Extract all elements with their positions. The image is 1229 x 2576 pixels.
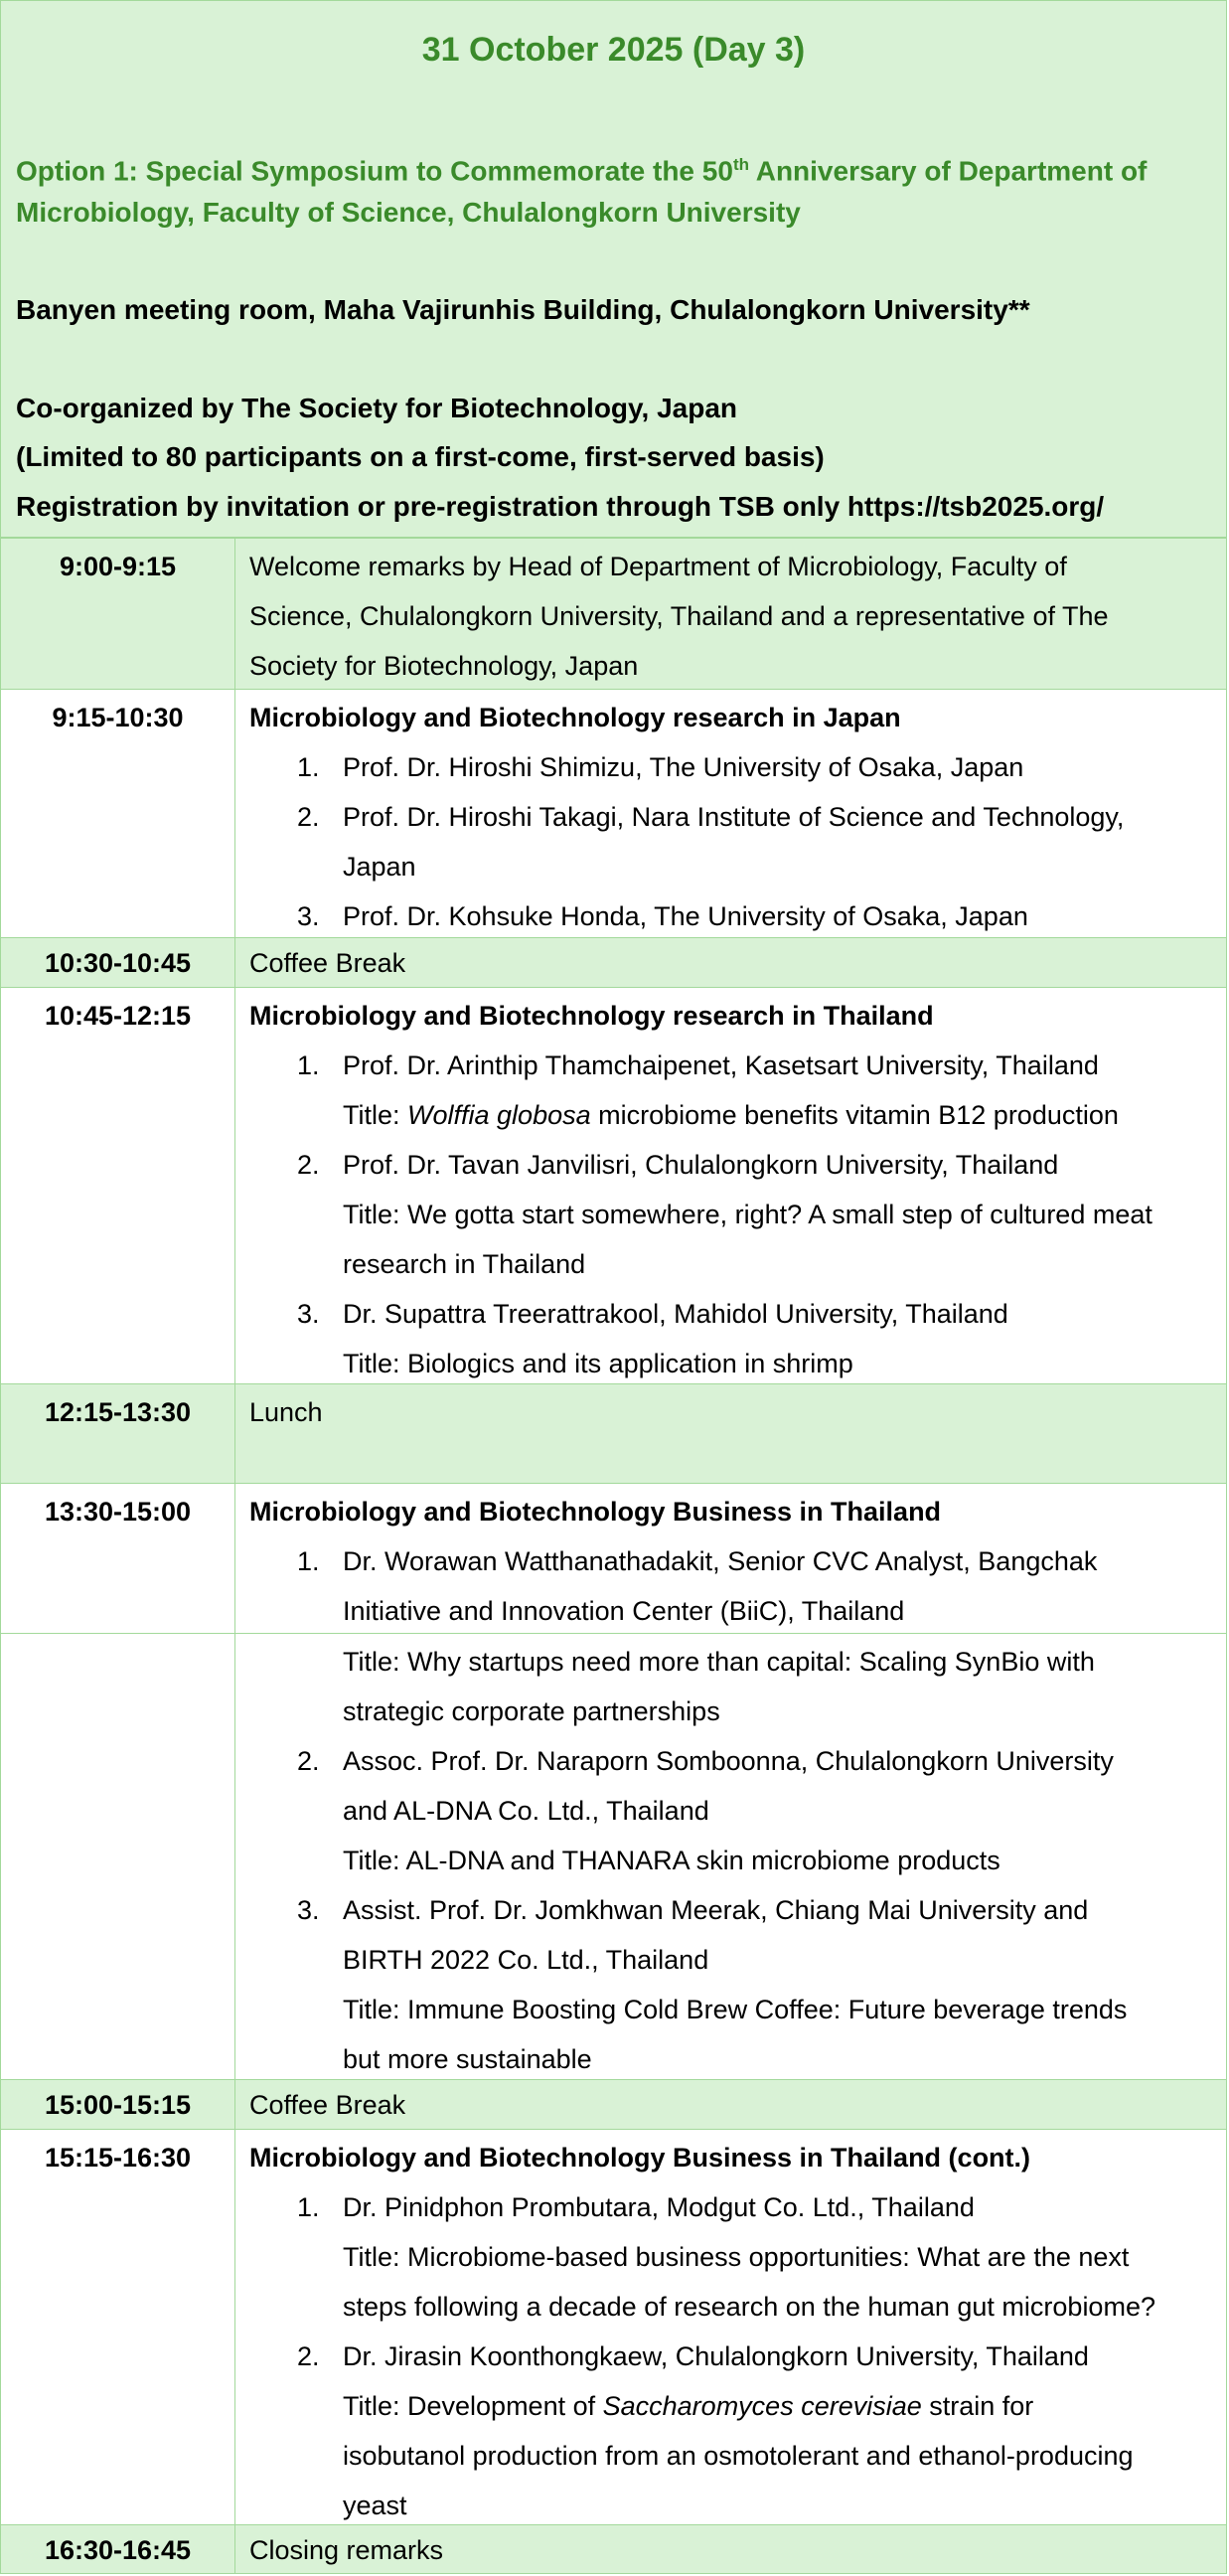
speaker-item: 2. Assoc. Prof. Dr. Naraporn Somboonna, Chulalongkorn University: [297, 1746, 1114, 1776]
session-content: [249, 542, 1218, 691]
talk-title-cont: steps following a decade of research on the human gut microbiome?: [343, 2292, 1155, 2322]
column-divider: [234, 938, 235, 987]
session-time: 15:00-15:15: [44, 2090, 192, 2120]
speaker-item: 2. Prof. Dr. Hiroshi Takagi, Nara Institute of Science and Technology,: [297, 802, 1125, 832]
column-divider: [234, 2080, 235, 2129]
option-title: Option 1: Special Symposium to Commemorate the 50th Anniversary of Department of: [16, 155, 1148, 187]
talk-title: Title: Microbiome-based business opportunities: What are the next: [343, 2242, 1130, 2272]
schedule-row-business: [0, 1483, 1227, 1633]
talk-title: Title: Immune Boosting Cold Brew Coffee: Future beverage trends: [343, 1995, 1128, 2024]
session-time: 10:30-10:45: [44, 948, 192, 978]
session-time: 16:30-16:45: [44, 2535, 192, 2565]
session-time: 9:00-9:15: [59, 552, 177, 581]
talk-title: Title: Biologics and its application in shrimp: [343, 1349, 853, 1378]
speaker-item: 1. Prof. Dr. Hiroshi Shimizu, The University of Osaka, Japan: [297, 752, 1024, 782]
speaker-item: 1. Prof. Dr. Arinthip Thamchaipenet, Kasetsart University, Thailand: [297, 1050, 1099, 1080]
participant-limit: (Limited to 80 participants on a first-come, first-served basis): [16, 441, 825, 472]
registration-note: Registration by invitation or pre-registration through TSB only https://tsb2025.org/: [16, 491, 1105, 522]
session-time: 15:15-16:30: [44, 2143, 192, 2173]
session-content: [249, 2133, 1218, 2530]
talk-title-cont: isobutanol production from an osmotolerant and ethanol-producing: [343, 2441, 1134, 2471]
session-heading: Microbiology and Biotechnology Business in Thailand (cont.): [249, 2143, 1031, 2173]
talk-title-cont: research in Thailand: [343, 1249, 586, 1279]
column-divider: [234, 2130, 235, 2524]
column-divider: [234, 539, 235, 689]
session-heading: Closing remarks: [249, 2535, 444, 2565]
speaker-item: 1. Dr. Pinidphon Prombutara, Modgut Co. Ltd., Thailand: [297, 2192, 975, 2222]
session-content: [249, 1637, 1218, 2084]
talk-title: Title: We gotta start somewhere, right? A small step of cultured meat: [343, 1200, 1152, 1229]
speaker-item-cont: Initiative and Innovation Center (BiiC), Thailand: [343, 1596, 905, 1626]
schedule-row-coffee-2: [0, 2079, 1227, 2129]
speaker-item: 3. Assist. Prof. Dr. Jomkhwan Meerak, Chiang Mai University and: [297, 1895, 1089, 1925]
session-heading: Lunch: [249, 1397, 323, 1427]
co-organizer: Co-organized by The Society for Biotechnology, Japan: [16, 393, 738, 423]
session-heading: Microbiology and Biotechnology research in Japan: [249, 703, 901, 732]
speaker-item-cont: and AL-DNA Co. Ltd., Thailand: [343, 1796, 709, 1826]
talk-title: Title: AL-DNA and THANARA skin microbiome products: [343, 1846, 1000, 1875]
speaker-item-cont: BIRTH 2022 Co. Ltd., Thailand: [343, 1945, 709, 1975]
session-time: 13:30-15:00: [44, 1497, 192, 1527]
column-divider: [234, 1384, 235, 1483]
session-text: Welcome remarks by Head of Department of Microbiology, Faculty of: [249, 552, 1067, 581]
speaker-item: 3. Dr. Supattra Treerattrakool, Mahidol University, Thailand: [297, 1299, 1008, 1329]
column-divider: [234, 2525, 235, 2573]
session-text: Science, Chulalongkorn University, Thailand and a representative of The: [249, 601, 1109, 631]
column-divider: [234, 988, 235, 1383]
speaker-item: 2. Dr. Jirasin Koonthongkaew, Chulalongkorn University, Thailand: [297, 2341, 1089, 2371]
schedule-row-lunch: [0, 1383, 1227, 1483]
option-title-line2: Microbiology, Faculty of Science, Chulalongkorn University: [16, 197, 801, 228]
speaker-item-cont: Japan: [343, 852, 416, 882]
talk-title-cont: strategic corporate partnerships: [343, 1696, 720, 1726]
schedule-row-thailand-research: [0, 987, 1227, 1383]
speaker-item: 2. Prof. Dr. Tavan Janvilisri, Chulalongkorn University, Thailand: [297, 1150, 1059, 1180]
venue: Banyen meeting room, Maha Vajirunhis Building, Chulalongkorn University**: [16, 294, 1030, 325]
session-content: [249, 991, 1218, 1388]
column-divider: [234, 1484, 235, 1633]
session-time: 10:45-12:15: [44, 1001, 192, 1031]
speaker-item: 3. Prof. Dr. Kohsuke Honda, The University of Osaka, Japan: [297, 901, 1028, 931]
schedule-row-business-2: [0, 2129, 1227, 2524]
talk-title: Title: Development of Saccharomyces cerevisiae strain for: [343, 2391, 1034, 2421]
session-content: [249, 693, 1218, 941]
session-time: 9:15-10:30: [52, 703, 184, 732]
session-heading: Coffee Break: [249, 948, 406, 978]
session-time: 12:15-13:30: [44, 1397, 192, 1427]
session-content: [249, 1487, 1218, 1636]
schedule-row-japan: [0, 689, 1227, 937]
session-text: Society for Biotechnology, Japan: [249, 651, 639, 681]
column-divider: [234, 690, 235, 937]
speaker-item: 1. Dr. Worawan Watthanathadakit, Senior CVC Analyst, Bangchak: [297, 1546, 1098, 1576]
schedule-row-business-cont: [0, 1633, 1227, 2079]
program-header: [0, 0, 1227, 538]
talk-title: Title: Why startups need more than capital: Scaling SynBio with: [343, 1647, 1095, 1677]
session-heading: Microbiology and Biotechnology Business in Thailand: [249, 1497, 942, 1527]
talk-title-cont: yeast: [343, 2491, 407, 2520]
schedule-row-welcome: [0, 538, 1227, 689]
schedule-row-coffee-1: [0, 937, 1227, 987]
session-heading: Microbiology and Biotechnology research in Thailand: [249, 1001, 934, 1031]
session-heading: Coffee Break: [249, 2090, 406, 2120]
talk-title: Title: Wolffia globosa microbiome benefits vitamin B12 production: [343, 1100, 1119, 1130]
talk-title-cont: but more sustainable: [343, 2044, 592, 2074]
column-divider: [234, 1634, 235, 2079]
schedule-row-closing: [0, 2524, 1227, 2574]
day-title: 31 October 2025 (Day 3): [421, 31, 806, 69]
